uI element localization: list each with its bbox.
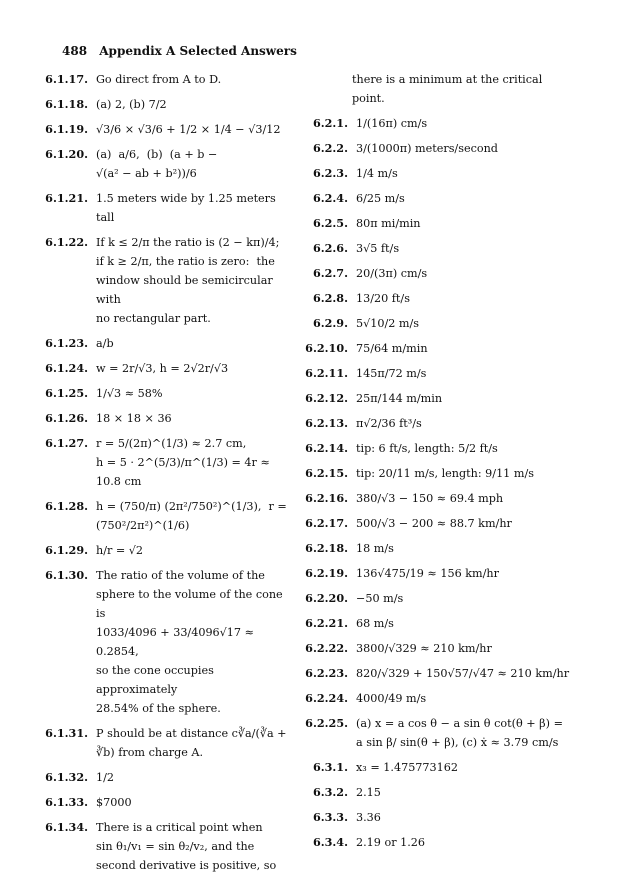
answer-text: 1/(16π) cm/s — [356, 117, 428, 130]
answer-text: h = (750/π) (2π²/750²)^(1/3), r = (750²/2π²)^(1/6) — [96, 500, 287, 532]
answer-text: (a) 2, (b) 7/2 — [96, 98, 167, 111]
answer-number: 6.2.5. — [312, 216, 348, 230]
answer-text: 18 m/s — [356, 542, 394, 555]
answer-text: √3/6 × √3/6 + 1/2 × 1/4 − √3/12 — [96, 123, 281, 136]
answer-text: 1/√3 ≈ 58% — [96, 387, 163, 400]
answer-entry — [44, 768, 294, 787]
answer-number: 6.1.20. — [45, 147, 88, 161]
answer-number: 6.2.23. — [305, 666, 348, 680]
answer-number: 6.2.25. — [305, 716, 348, 730]
answer-entry — [302, 758, 602, 777]
answer-number: 6.2.14. — [305, 441, 348, 455]
continued-answer-text: there is a minimum at the critical point. — [352, 73, 543, 105]
answer-text: 18 × 18 × 36 — [96, 412, 172, 425]
answer-text: P should be at distance c∛a/(∛a + ∛b) from charge A. — [96, 727, 287, 759]
answer-text: 380/√3 − 150 ≈ 69.4 mph — [356, 492, 504, 505]
answer-number: 6.3.3. — [312, 810, 348, 824]
answer-number: 6.2.3. — [312, 166, 348, 180]
answer-entry — [44, 409, 294, 428]
answer-text: 1/4 m/s — [356, 167, 398, 180]
answer-text: 13/20 ft/s — [356, 292, 410, 305]
answer-number: 6.2.6. — [312, 241, 348, 255]
answer-number: 6.2.11. — [305, 366, 348, 380]
answer-number: 6.1.31. — [45, 726, 88, 740]
answer-entry — [44, 541, 294, 560]
answer-number: 6.1.30. — [45, 568, 88, 582]
answer-entry — [302, 614, 602, 633]
answer-number: 6.3.2. — [312, 785, 348, 799]
answer-entry — [44, 818, 294, 875]
answer-text: 145π/72 m/s — [356, 367, 427, 380]
answer-number: 6.2.8. — [312, 291, 348, 305]
answer-text: 68 m/s — [356, 617, 394, 630]
answer-entry — [302, 664, 602, 683]
answer-entry — [44, 70, 294, 89]
answer-number: 6.1.27. — [45, 436, 88, 450]
answer-entry — [302, 539, 602, 558]
answer-number: 6.2.2. — [312, 141, 348, 155]
right-column — [302, 70, 602, 858]
answer-number: 6.1.18. — [45, 97, 88, 111]
answer-entry — [44, 434, 294, 491]
answer-number: 6.2.7. — [312, 266, 348, 280]
answer-entry — [302, 214, 602, 233]
answer-entry — [44, 724, 294, 762]
answer-text: 3800/√329 ≈ 210 km/hr — [356, 642, 492, 655]
answer-entry — [44, 145, 294, 183]
answer-text: (a) x = a cos θ − a sin θ cot(θ + β) = a sin β/ sin(θ + β), (c) ẋ ≈ 3.79 cm/s — [356, 717, 563, 749]
answer-entry — [44, 793, 294, 812]
answer-entry — [302, 289, 602, 308]
answer-entry — [44, 384, 294, 403]
answer-text: w = 2r/√3, h = 2√2r/√3 — [96, 362, 229, 375]
answer-entry — [302, 414, 602, 433]
answer-entry — [302, 808, 602, 827]
answer-number: 6.1.23. — [45, 336, 88, 350]
answer-entry — [44, 233, 294, 328]
answer-number: 6.2.4. — [312, 191, 348, 205]
answer-number: 6.2.19. — [305, 566, 348, 580]
answer-text: r = 5/(2π)^(1/3) ≈ 2.7 cm, h = 5 · 2^(5/3)/π^(1/3) = 4r ≈ 10.8 cm — [96, 437, 270, 488]
answer-text: If k ≤ 2/π the ratio is (2 − kπ)/4; if k ≥ 2/π, the ratio is zero: the window should be semicircular with no rectangular part. — [96, 236, 280, 325]
page-header — [62, 44, 297, 58]
answer-entry — [302, 514, 602, 533]
answer-entry — [302, 564, 602, 583]
answer-text: x₃ = 1.475773162 — [356, 761, 459, 774]
answer-entry — [302, 164, 602, 183]
answer-number: 6.2.12. — [305, 391, 348, 405]
answer-number: 6.1.25. — [45, 386, 88, 400]
answer-number: 6.2.24. — [305, 691, 348, 705]
answer-number: 6.1.24. — [45, 361, 88, 375]
answer-text: 75/64 m/min — [356, 342, 428, 355]
answer-number: 6.1.29. — [45, 543, 88, 557]
answer-entry — [302, 783, 602, 802]
answer-entry — [302, 464, 602, 483]
answer-text: $7000 — [96, 796, 132, 809]
page-number: 488 — [62, 44, 88, 58]
answer-text: (a) a/6, (b) (a + b − √(a² − ab + b²))/6 — [96, 148, 218, 180]
answer-number: 6.1.19. — [45, 122, 88, 136]
answer-number: 6.1.34. — [45, 820, 88, 834]
answer-number: 6.2.13. — [305, 416, 348, 430]
answer-entry — [302, 833, 602, 852]
answer-text: 25π/144 m/min — [356, 392, 443, 405]
answer-number: 6.2.15. — [305, 466, 348, 480]
answer-text: −50 m/s — [356, 592, 404, 605]
answer-text: tip: 6 ft/s, length: 5/2 ft/s — [356, 442, 498, 455]
answer-number: 6.2.20. — [305, 591, 348, 605]
page-title: Appendix A Selected Answers — [99, 44, 297, 58]
answer-entry — [302, 264, 602, 283]
answer-number: 6.1.33. — [45, 795, 88, 809]
answer-number: 6.1.28. — [45, 499, 88, 513]
answer-entry — [302, 239, 602, 258]
answer-number: 6.2.10. — [305, 341, 348, 355]
answer-text: 6/25 m/s — [356, 192, 405, 205]
answer-entry — [302, 364, 602, 383]
answer-entry — [302, 439, 602, 458]
answer-number: 6.2.18. — [305, 541, 348, 555]
answer-text: 500/√3 − 200 ≈ 88.7 km/hr — [356, 517, 512, 530]
answer-text: There is a critical point when sin θ₁/v₁ = sin θ₂/v₂, and the second derivative is positive, so — [96, 821, 277, 872]
answer-text: a/b — [96, 337, 114, 350]
answer-entry — [302, 139, 602, 158]
answer-entry — [302, 189, 602, 208]
answer-entry — [302, 689, 602, 708]
answer-text: 3√5 ft/s — [356, 242, 400, 255]
answer-number: 6.1.22. — [45, 235, 88, 249]
answer-entry — [44, 566, 294, 718]
answer-entry — [302, 389, 602, 408]
answer-text: 1/2 — [96, 771, 115, 784]
answer-text: 80π mi/min — [356, 217, 421, 230]
answer-text: h/r = √2 — [96, 544, 144, 557]
answer-text: tip: 20/11 m/s, length: 9/11 m/s — [356, 467, 534, 480]
answer-text: 136√475/19 ≈ 156 km/hr — [356, 567, 499, 580]
answer-number: 6.3.4. — [312, 835, 348, 849]
answer-text: 2.15 — [356, 786, 381, 799]
answer-number: 6.1.32. — [45, 770, 88, 784]
answer-number: 6.2.21. — [305, 616, 348, 630]
answer-entry — [302, 314, 602, 333]
answer-text: π√2/36 ft³/s — [356, 417, 422, 430]
answer-number: 6.1.21. — [45, 191, 88, 205]
answer-number: 6.2.9. — [312, 316, 348, 330]
answer-entry — [302, 339, 602, 358]
answer-text: 20/(3π) cm/s — [356, 267, 428, 280]
answer-text: 820/√329 + 150√57/√47 ≈ 210 km/hr — [356, 667, 570, 680]
answer-text: 1.5 meters wide by 1.25 meters tall — [96, 192, 280, 224]
answer-entry — [44, 334, 294, 353]
answer-number: 6.3.1. — [312, 760, 348, 774]
answer-number: 6.2.17. — [305, 516, 348, 530]
answer-entry — [302, 114, 602, 133]
answer-number: 6.1.17. — [45, 72, 88, 86]
answer-entry — [44, 95, 294, 114]
answer-number: 6.2.16. — [305, 491, 348, 505]
answer-number: 6.2.22. — [305, 641, 348, 655]
answer-entry — [302, 639, 602, 658]
answer-entry — [44, 359, 294, 378]
answer-entry — [44, 497, 294, 535]
answer-entry — [44, 189, 294, 227]
answer-entry — [302, 714, 602, 752]
answer-text: 3/(1000π) meters/second — [356, 142, 498, 155]
answer-number: 6.2.1. — [312, 116, 348, 130]
answer-text: 5√10/2 m/s — [356, 317, 420, 330]
left-column — [44, 70, 294, 881]
answer-text: 4000/49 m/s — [356, 692, 427, 705]
answer-entry — [302, 489, 602, 508]
answer-entry — [302, 589, 602, 608]
answer-text: 2.19 or 1.26 — [356, 836, 426, 849]
answer-text: Go direct from A to D. — [96, 73, 222, 86]
answer-entry — [44, 120, 294, 139]
answer-text: 3.36 — [356, 811, 381, 824]
answer-number: 6.1.26. — [45, 411, 88, 425]
answer-text: The ratio of the volume of the sphere to the volume of the cone is 1033/4096 + 33/4096√17 ≈ 0.2854, so the cone occupies approximately 28.54% of the sphere. — [96, 569, 283, 715]
